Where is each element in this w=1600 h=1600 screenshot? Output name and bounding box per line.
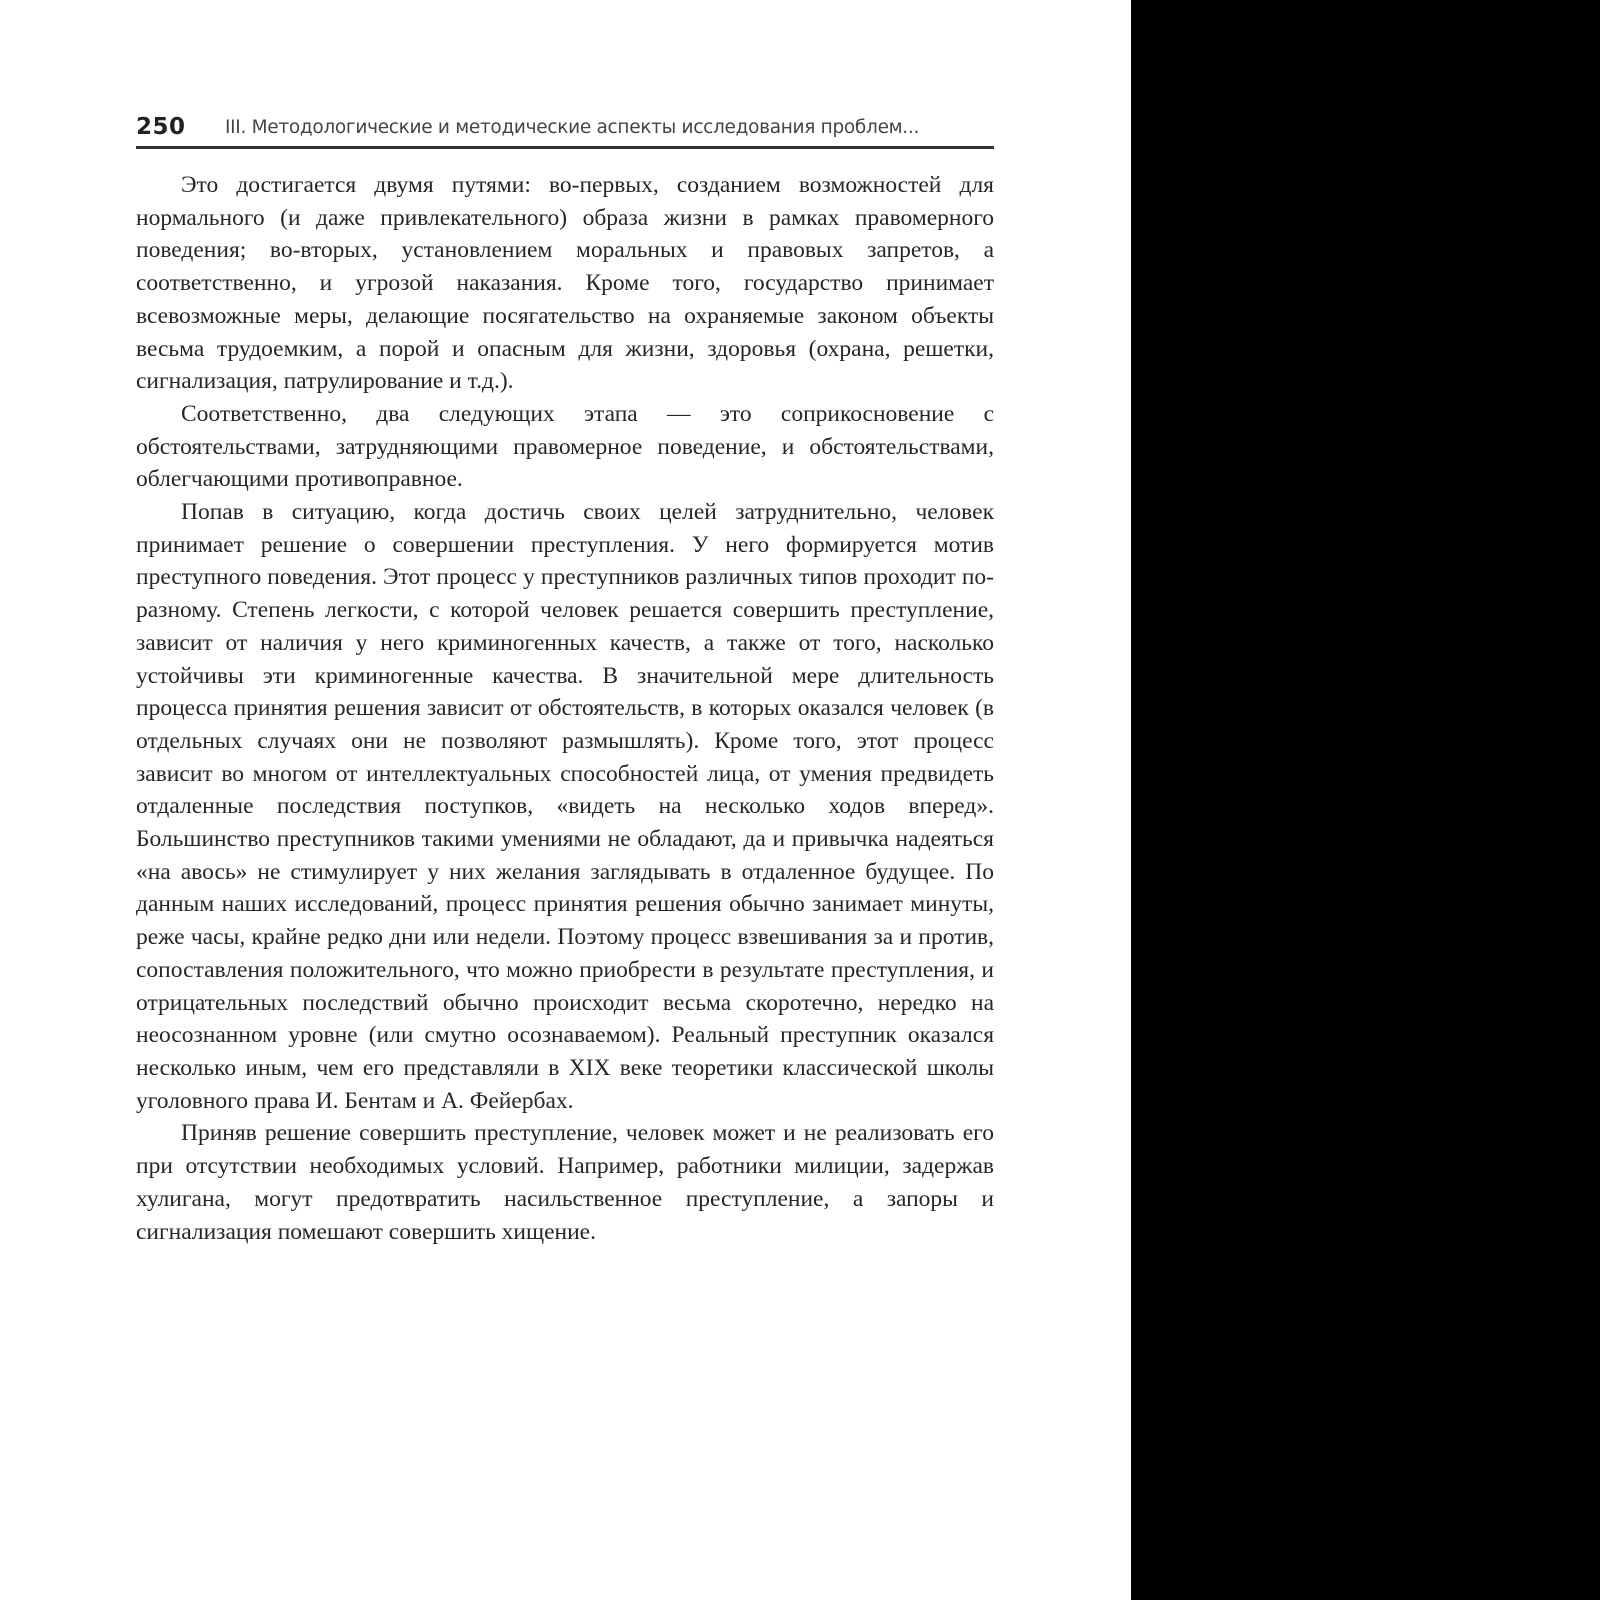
paragraph-2: Соответственно, два следующих этапа — это соприкосновение с обстоятельствами, затрудняющими правомерное поведение, и обстоятельствами, облегчающими противоправное. [136, 400, 994, 493]
running-title: III. Методологические и методические аспекты исследования проблем... [225, 117, 920, 138]
paragraph-1: Это достигается двумя путями: во-первых, созданием возможностей для нормального (и даже привлекательного) образа жизни в рамках правомерного поведения; во-вторых, установлением моральных и правовых запретов, а соответственно, и угрозой наказания. Кроме того, государство принимает всевозможные меры, делающие посягательство на охраняемые законом объекты весьма трудоемким, а порой и опасным для жизни, здоровья (охрана, решетки, сигнализация, патрулирование и т.д.). [136, 172, 994, 395]
page-number: 250 [136, 114, 186, 140]
paragraph-4: Приняв решение совершить преступление, человек может и не реализовать его при отсутствии необходимых условий. Например, работники милиции, задержав хулигана, могут предотвратить насильственное преступление, а запоры и сигнализация помешают совершить хищение. [136, 1120, 994, 1245]
body-text [136, 169, 994, 1248]
running-header [136, 112, 994, 149]
paragraph-3: Попав в ситуацию, когда достичь своих целей затруднительно, человек принимает решение о совершении преступления. У него формируется мотив преступного поведения. Этот процесс у преступников различных типов проходит по-разному. Степень легкости, с которой человек решается совершить преступление, зависит от наличия у него криминогенных качеств, а также от того, насколько устойчивы эти криминогенные качества. В значительной мере длительность процесса принятия решения зависит от обстоятельств, в которых оказался человек (в отдельных случаях они не позволяют размышлять). Кроме того, этот процесс зависит во многом от интеллектуальных способностей лица, от умения предвидеть отдаленные последствия поступков, «видеть на несколько ходов вперед». Большинство преступников такими умениями не обладают, да и привычка надеяться «на авось» не стимулирует у них желания заглядывать в отдаленное будущее. По данным наших исследований, процесс принятия решения обычно занимает минуты, реже часы, крайне редко дни или недели. Поэтому процесс взвешивания за и против, сопоставления положительного, что можно приобрести в результате преступления, и отрицательных последствий обычно происходит весьма скоротечно, нередко на неосознанном уровне (или смутно осознаваемом). Реальный преступник оказался несколько иным, чем его представляли в XIX веке теоретики классической школы уголовного права И. Бентам и А. Фейербах. [136, 499, 994, 1114]
black-margin [1131, 0, 1600, 1600]
